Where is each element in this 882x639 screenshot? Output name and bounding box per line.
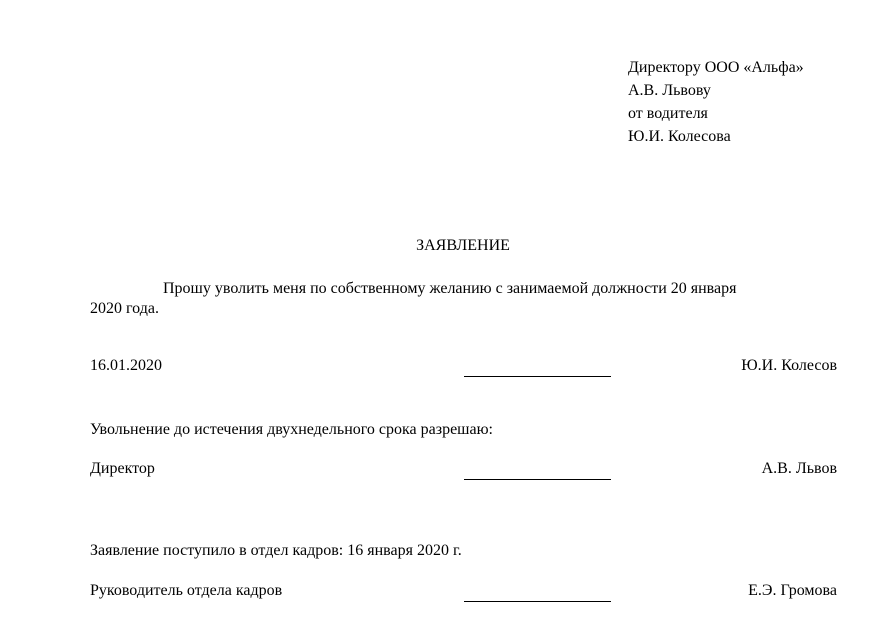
applicant-signature-line xyxy=(464,376,611,377)
hr-head-name: Е.Э. Громова xyxy=(748,582,837,599)
addressee-line-applicant: Ю.И. Колесова xyxy=(628,128,731,145)
hr-signature-row xyxy=(90,582,837,606)
document-title: ЗАЯВЛЕНИЕ xyxy=(416,237,510,254)
statement-body xyxy=(90,279,806,319)
addressee-line-name: А.В. Львову xyxy=(628,82,711,99)
statement-line-1: Прошу уволить меня по собственному желанию с занимаемой должности 20 января xyxy=(163,280,737,297)
addressee-line-director: Директору ООО «Альфа» xyxy=(628,59,804,76)
director-position: Директор xyxy=(90,460,155,477)
statement-line-2: 2020 года. xyxy=(90,300,159,317)
hr-received-text: Заявление поступило в отдел кадров: 16 января 2020 г. xyxy=(90,542,462,559)
approval-text: Увольнение до истечения двухнедельного срока разрешаю: xyxy=(90,421,493,438)
director-signature-line xyxy=(464,479,611,480)
director-name: А.В. Львов xyxy=(761,460,837,477)
statement-date: 16.01.2020 xyxy=(90,357,162,374)
hr-position: Руководитель отдела кадров xyxy=(90,582,283,599)
director-signature-row xyxy=(90,460,837,484)
addressee-block xyxy=(628,56,804,148)
applicant-signature-row xyxy=(90,357,837,381)
addressee-line-from: от водителя xyxy=(628,105,708,122)
applicant-name: Ю.И. Колесов xyxy=(741,357,837,374)
hr-signature-line xyxy=(464,601,611,602)
